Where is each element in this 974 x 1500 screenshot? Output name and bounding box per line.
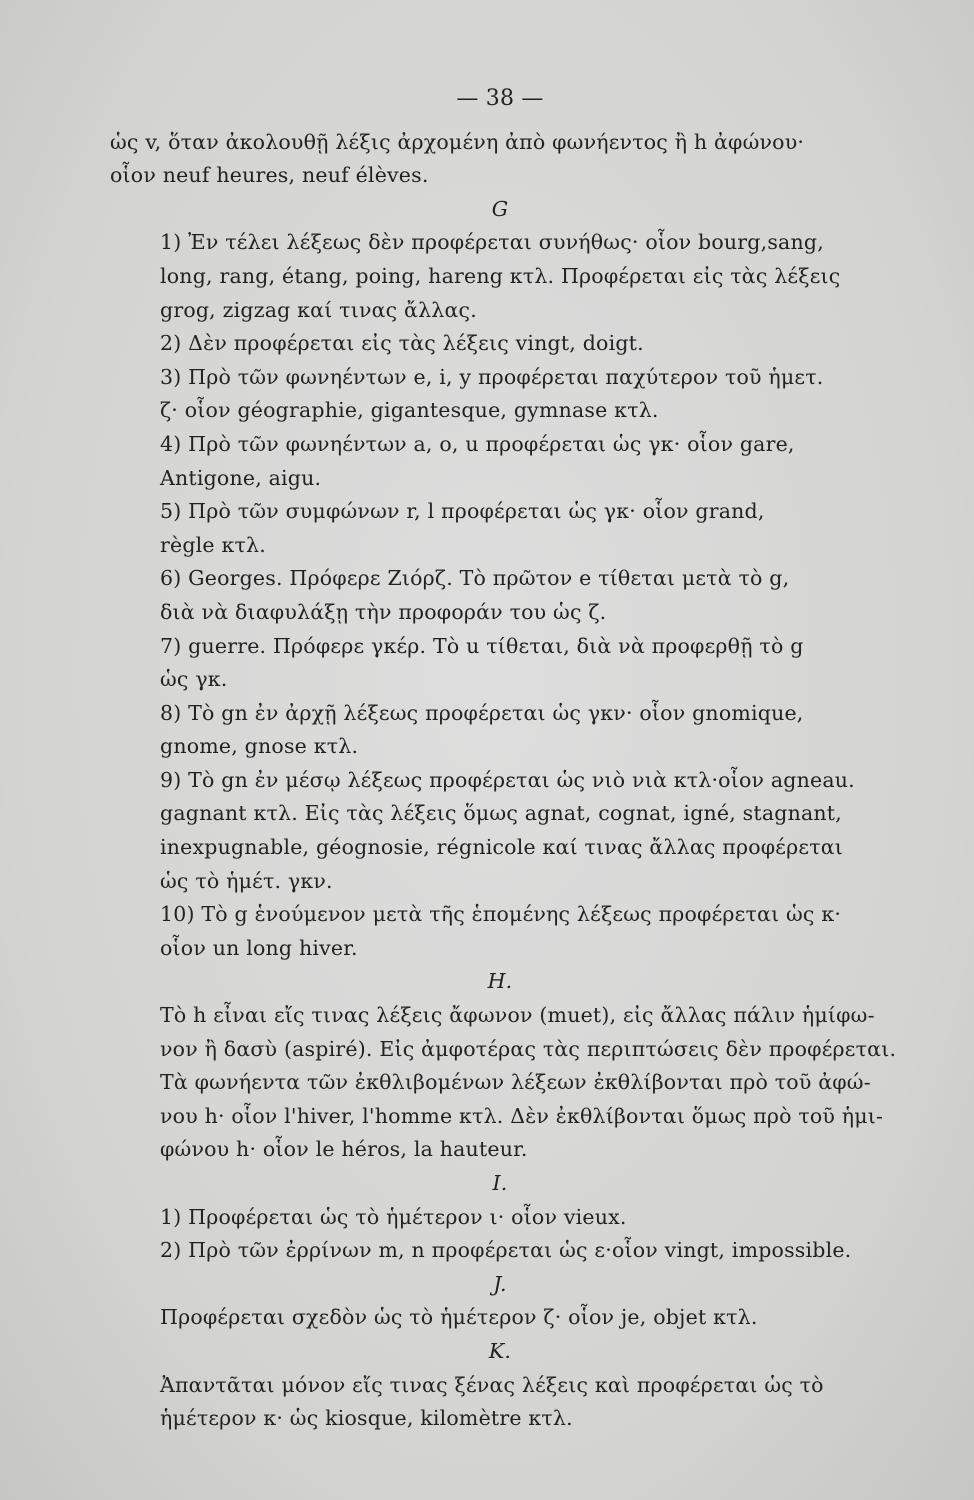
text-line: οἷον un long hiver.	[160, 935, 358, 960]
paragraph	[110, 1301, 890, 1335]
paragraph	[110, 495, 890, 562]
text-line: gagnant κτλ. Εἰς τὰς λέξεις ὅμως agnat, cognat, igné, stagnant,	[160, 801, 842, 826]
section-heading: G	[491, 196, 509, 221]
text-line: règle κτλ.	[160, 532, 266, 557]
paragraph	[110, 226, 890, 327]
text-line: gnome, gnose κτλ.	[160, 734, 359, 759]
text-line: Προφέρεται σχεδὸν ὡς τὸ ἡμέτερον ζ· οἷον je, objet κτλ.	[160, 1305, 758, 1330]
paragraph	[110, 428, 890, 495]
paragraph	[110, 1066, 890, 1167]
paragraph	[110, 361, 890, 428]
paragraph	[110, 630, 890, 697]
text-line: ὡς v, ὅταν ἀκολουθῇ λέξις ἀρχομένη ἀπὸ φωνήεντος ἢ h ἀφώνου·	[110, 129, 805, 154]
text-line: οἷον neuf heures, neuf élèves.	[110, 163, 429, 188]
paragraph	[110, 1201, 890, 1235]
text-line: φώνου h· οἷον le héros, la hauteur.	[160, 1137, 528, 1162]
text-line: Τὰ φωνήεντα τῶν ἐκθλιβομένων λέξεων ἐκθλίβονται πρὸ τοῦ ἀφώ-	[160, 1070, 871, 1095]
text-line: 6) Georges. Πρόφερε Ζιόρζ. Τὸ πρῶτον e τίθεται μετὰ τὸ g,	[160, 566, 790, 591]
text-line: 7) guerre. Πρόφερε γκέρ. Τὸ u τίθεται, διὰ νὰ προφερθῇ τὸ g	[160, 633, 804, 658]
text-line: Τὸ h εἶναι εἴς τινας λέξεις ἄφωνον (muet), εἰς ἄλλας πάλιν ἡμίφω-	[160, 1003, 875, 1028]
text-line: ὡς γκ.	[160, 667, 228, 692]
text-line: long, rang, étang, poing, hareng κτλ. Προφέρεται εἰς τὰς λέξεις	[160, 263, 841, 288]
text-line: 9) Τὸ gn ἐν μέσῳ λέξεως προφέρεται ὡς νιὸ νιὰ κτλ·οἷον agneau.	[160, 767, 855, 792]
text-line: 10) Τὸ g ἑνούμενον μετὰ τῆς ἑπομένης λέξεως προφέρεται ὡς κ·	[160, 902, 842, 927]
paragraph	[110, 697, 890, 764]
text-line: 1) Προφέρεται ὡς τὸ ἡμέτερον ι· οἷον vieux.	[160, 1204, 627, 1229]
paragraph	[110, 1369, 890, 1436]
text-line: 2) Δὲν προφέρεται εἰς τὰς λέξεις vingt, doigt.	[160, 331, 644, 356]
paragraph	[110, 126, 890, 193]
text-line: ἡμέτερον κ· ὡς kiosque, kilomètre κτλ.	[160, 1406, 573, 1431]
text-line: inexpugnable, géognosie, régnicole καί τινας ἄλλας προφέρεται	[160, 835, 844, 860]
paragraph	[110, 1234, 890, 1268]
text-line: Antigone, aigu.	[160, 465, 322, 490]
section-heading: K.	[488, 1338, 512, 1363]
text-line: 1) Ἐν τέλει λέξεως δὲν προφέρεται συνήθως· οἷον bourg,sang,	[160, 230, 824, 255]
text-line: νον ἢ δασὺ (aspiré). Εἰς ἀμφοτέρας τὰς περιπτώσεις δὲν προφέρεται.	[160, 1036, 897, 1061]
text-line: διὰ νὰ διαφυλάξῃ τὴν προφοράν του ὡς ζ.	[160, 599, 607, 624]
paragraph	[110, 999, 897, 1066]
section-heading: I.	[492, 1171, 508, 1195]
text-line: 5) Πρὸ τῶν συμφώνων r, l προφέρεται ὡς γκ· οἷον grand,	[160, 499, 765, 524]
page-number: — 38 —	[456, 86, 544, 111]
section-heading: H.	[487, 969, 513, 994]
text-line: Ἀπαντᾶται μόνον εἴς τινας ξένας λέξεις καὶ προφέρεται ὡς τὸ	[160, 1372, 824, 1397]
text-line: ὡς τὸ ἡμέτ. γκν.	[160, 868, 333, 893]
text-line: 2) Πρὸ τῶν ἐρρίνων m, n προφέρεται ὡς ε·οἷον vingt, impossible.	[160, 1238, 852, 1263]
paragraph	[110, 764, 890, 898]
paragraph	[110, 898, 890, 965]
text-line: ζ· οἷον géographie, gigantesque, gymnase κτλ.	[160, 398, 659, 423]
page-content	[110, 82, 897, 1436]
text-line: νου h· οἷον l'hiver, l'homme κτλ. Δὲν ἐκθλίβονται ὅμως πρὸ τοῦ ἡμι-	[160, 1103, 884, 1128]
paragraph	[110, 562, 890, 629]
text-line: grog, zigzag καί τινας ἄλλας.	[160, 297, 477, 322]
paragraph	[110, 327, 890, 361]
text-line: 8) Τὸ gn ἐν ἀρχῇ λέξεως προφέρεται ὡς γκν· οἷον gnomique,	[160, 700, 804, 725]
section-heading: J.	[493, 1271, 507, 1296]
text-line: 3) Πρὸ τῶν φωνηέντων e, i, y προφέρεται παχύτερον τοῦ ἡμετ.	[160, 364, 824, 389]
body-text	[110, 126, 897, 1436]
text-line: 4) Πρὸ τῶν φωνηέντων a, o, u προφέρεται ὡς γκ· οἷον gare,	[160, 431, 795, 456]
